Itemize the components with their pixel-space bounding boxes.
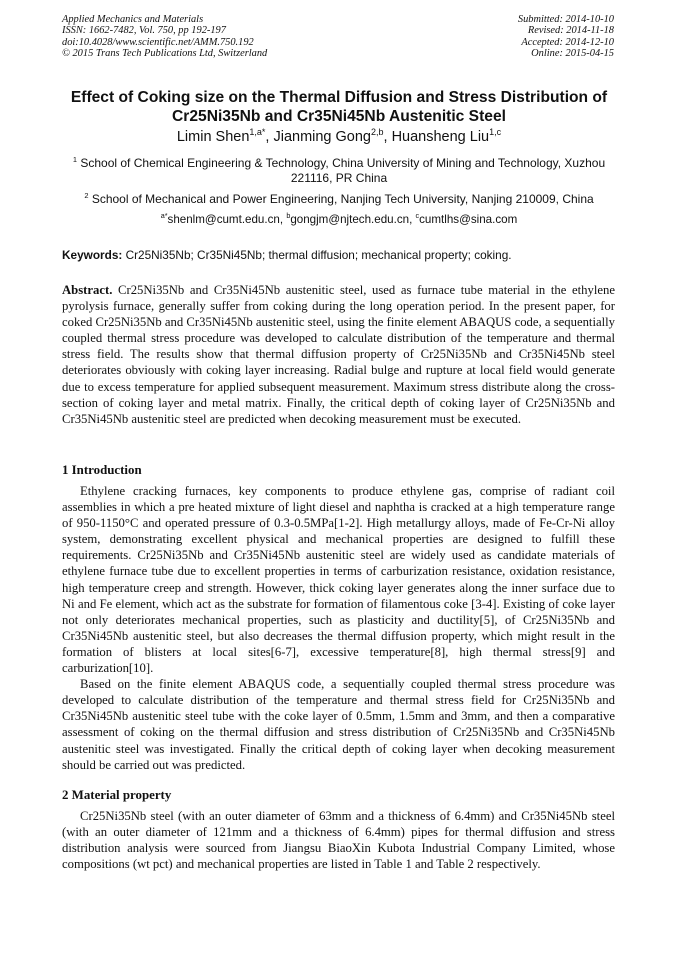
email-mark: c (415, 211, 420, 221)
date-accepted: Accepted: 2014-12-10 (521, 36, 614, 48)
author-affiliation-mark: 1,c (489, 127, 502, 138)
publication-dates (518, 14, 614, 60)
affiliation-2 (60, 192, 618, 207)
paragraph: Cr25Ni35Nb steel (with an outer diameter of 63mm and a thickness of 6.4mm) and Cr35Ni45Nb steel (with an outer diameter of 121mm and a thickness of 6.4mm) pipes for thermal diffusion and stress distribution analysis were sourced from Jiangsu BiaoXin Kubota Industrial Company Limited, whose compositions (wt pct) and mechanical properties are listed in Table 1 and Table 2 respectively. (62, 809, 615, 872)
email-link[interactable]: shenlm@cumt.edu.cn (167, 213, 280, 226)
journal-copyright: © 2015 Trans Tech Publications Ltd, Switzerland (62, 48, 268, 60)
affiliation-number: 1 (72, 155, 78, 164)
email-mark: a* (160, 211, 168, 221)
affiliation-number: 2 (84, 191, 89, 200)
abstract (62, 282, 615, 427)
email-mark: b (286, 211, 291, 221)
author-name: Limin Shen (176, 129, 250, 145)
abstract-label: Abstract. (62, 283, 113, 297)
journal-info (62, 14, 267, 60)
email-separator: , (409, 213, 416, 226)
affiliation-text: School of Mechanical and Power Engineering, Nanjing Tech University, Nanjing 210009, China (91, 192, 594, 206)
author-name: Huansheng Liu (391, 129, 490, 145)
author-name: Jianming Gong (273, 129, 371, 145)
introduction-body (62, 483, 615, 773)
author-emails (60, 212, 618, 227)
affiliation-1 (60, 156, 618, 186)
section-heading-material-property: 2 Material property (62, 788, 172, 802)
author-affiliation-mark: 1,a* (249, 127, 266, 138)
journal-name: Applied Mechanics and Materials (62, 14, 204, 25)
author-separator: , (383, 129, 392, 145)
email-link[interactable]: gongjm@njtech.edu.cn (290, 213, 410, 226)
paper-title: Effect of Coking size on the Thermal Diffusion and Stress Distribution of Cr25Ni35Nb and Cr35Ni45Nb Austenitic Steel (70, 89, 608, 125)
journal-doi: doi:10.4028/www.scientific.net/AMM.750.192 (62, 36, 254, 48)
keywords-label: Keywords: (62, 248, 123, 262)
paragraph: Ethylene cracking furnaces, key components to produce ethylene gas, comprise of radiant coil assemblies in which a pre heated mixture of light diesel and naphtha is cracked at a high temperature range of 950-1150°C and operated pressure of 0.3-0.5MPa[1-2]. High metallurgy alloys, made of Fe-Cr-Ni alloy system, demonstrating excellent physical and mechanical properties are designed to fulfill these requirements. Cr25Ni35Nb and Cr35Ni45Nb austenitic steel are widely used as candidate materials of ethylene furnace tube due to excellent properties in terms of carburization resistance, oxidation resistance, high temperature creep and strength. However, thick coking layer generates along the inner surface due to Ni and Fe element, which act as the substrate for formation of filamentous coke [3-4]. Existing of coke layer not only deteriorates mechanical properties, such as plasticity and ductility[5], of Cr25Ni35Nb and Cr35Ni45Nb austenitic steel, but also decreases the thermal diffusion property, which might result in the formation of blisters at local sites[6-7], excessive temperature[8], high thermal stress[9] and carburization[10]. (62, 484, 615, 676)
journal-issn: ISSN: 1662-7482, Vol. 750, pp 192-197 (62, 25, 226, 37)
date-submitted: Submitted: 2014-10-10 (517, 14, 614, 25)
email-link[interactable]: cumtlhs@sina.com (419, 213, 518, 226)
author-list (40, 128, 638, 146)
material-property-body (62, 808, 615, 872)
author-affiliation-mark: 2,b (371, 127, 384, 138)
section-heading-introduction: 1 Introduction (62, 463, 142, 477)
date-revised: Revised: 2014-11-18 (527, 25, 614, 37)
abstract-text: Cr25Ni35Nb and Cr35Ni45Nb austenitic steel, used as furnace tube material in the ethylene pyrolysis furnace, generally suffer from coking during the long operation period. In the present paper, for coked Cr25Ni35Nb and Cr35Ni45Nb austenitic steel, using the finite element ABAQUS code, a sequentially coupled thermal stress procedure was developed to calculate distribution of the temperature and thermal stress field. The results show that thermal diffusion property of Cr25Ni35Nb and Cr35Ni45Nb steel deteriorates obviously with coking layer increasing. Radial bulge and rupture at local field would generate due to excess temperature for applied subsequent measurement. Maximum stress distribute along the cross-section of coking layer and metal matrix. Finally, the critical depth of coking layer of Cr25Ni35Nb and Cr35Ni45Nb austenitic steel are predicted when decoking measurement must be executed. (62, 283, 615, 426)
affiliation-text: School of Chemical Engineering & Technology, China University of Mining and Technology, Xuzhou 221116, PR China (80, 156, 606, 185)
keywords (62, 248, 618, 263)
keywords-text: Cr25Ni35Nb; Cr35Ni45Nb; thermal diffusion; mechanical property; coking. (125, 248, 512, 262)
email-separator: , (279, 213, 287, 226)
author-separator: , (265, 129, 274, 145)
paragraph: Based on the finite element ABAQUS code, a sequentially coupled thermal stress procedure was developed to calculate distribution of the temperature and thermal stress field for Cr25Ni35Nb and Cr35Ni45Nb austenitic steel tube with the coke layer of 0.5mm, 1.5mm and 3mm, and then a comparative assessment of coking on the thermal diffusion and stress distribution of Cr25Ni35Nb and Cr35Ni45Nb austenitic steel was investigated. Finally the critical depth of coking layer when decoking measurement should be carried out was predicted. (62, 677, 615, 772)
date-online: Online: 2015-04-15 (531, 48, 614, 60)
